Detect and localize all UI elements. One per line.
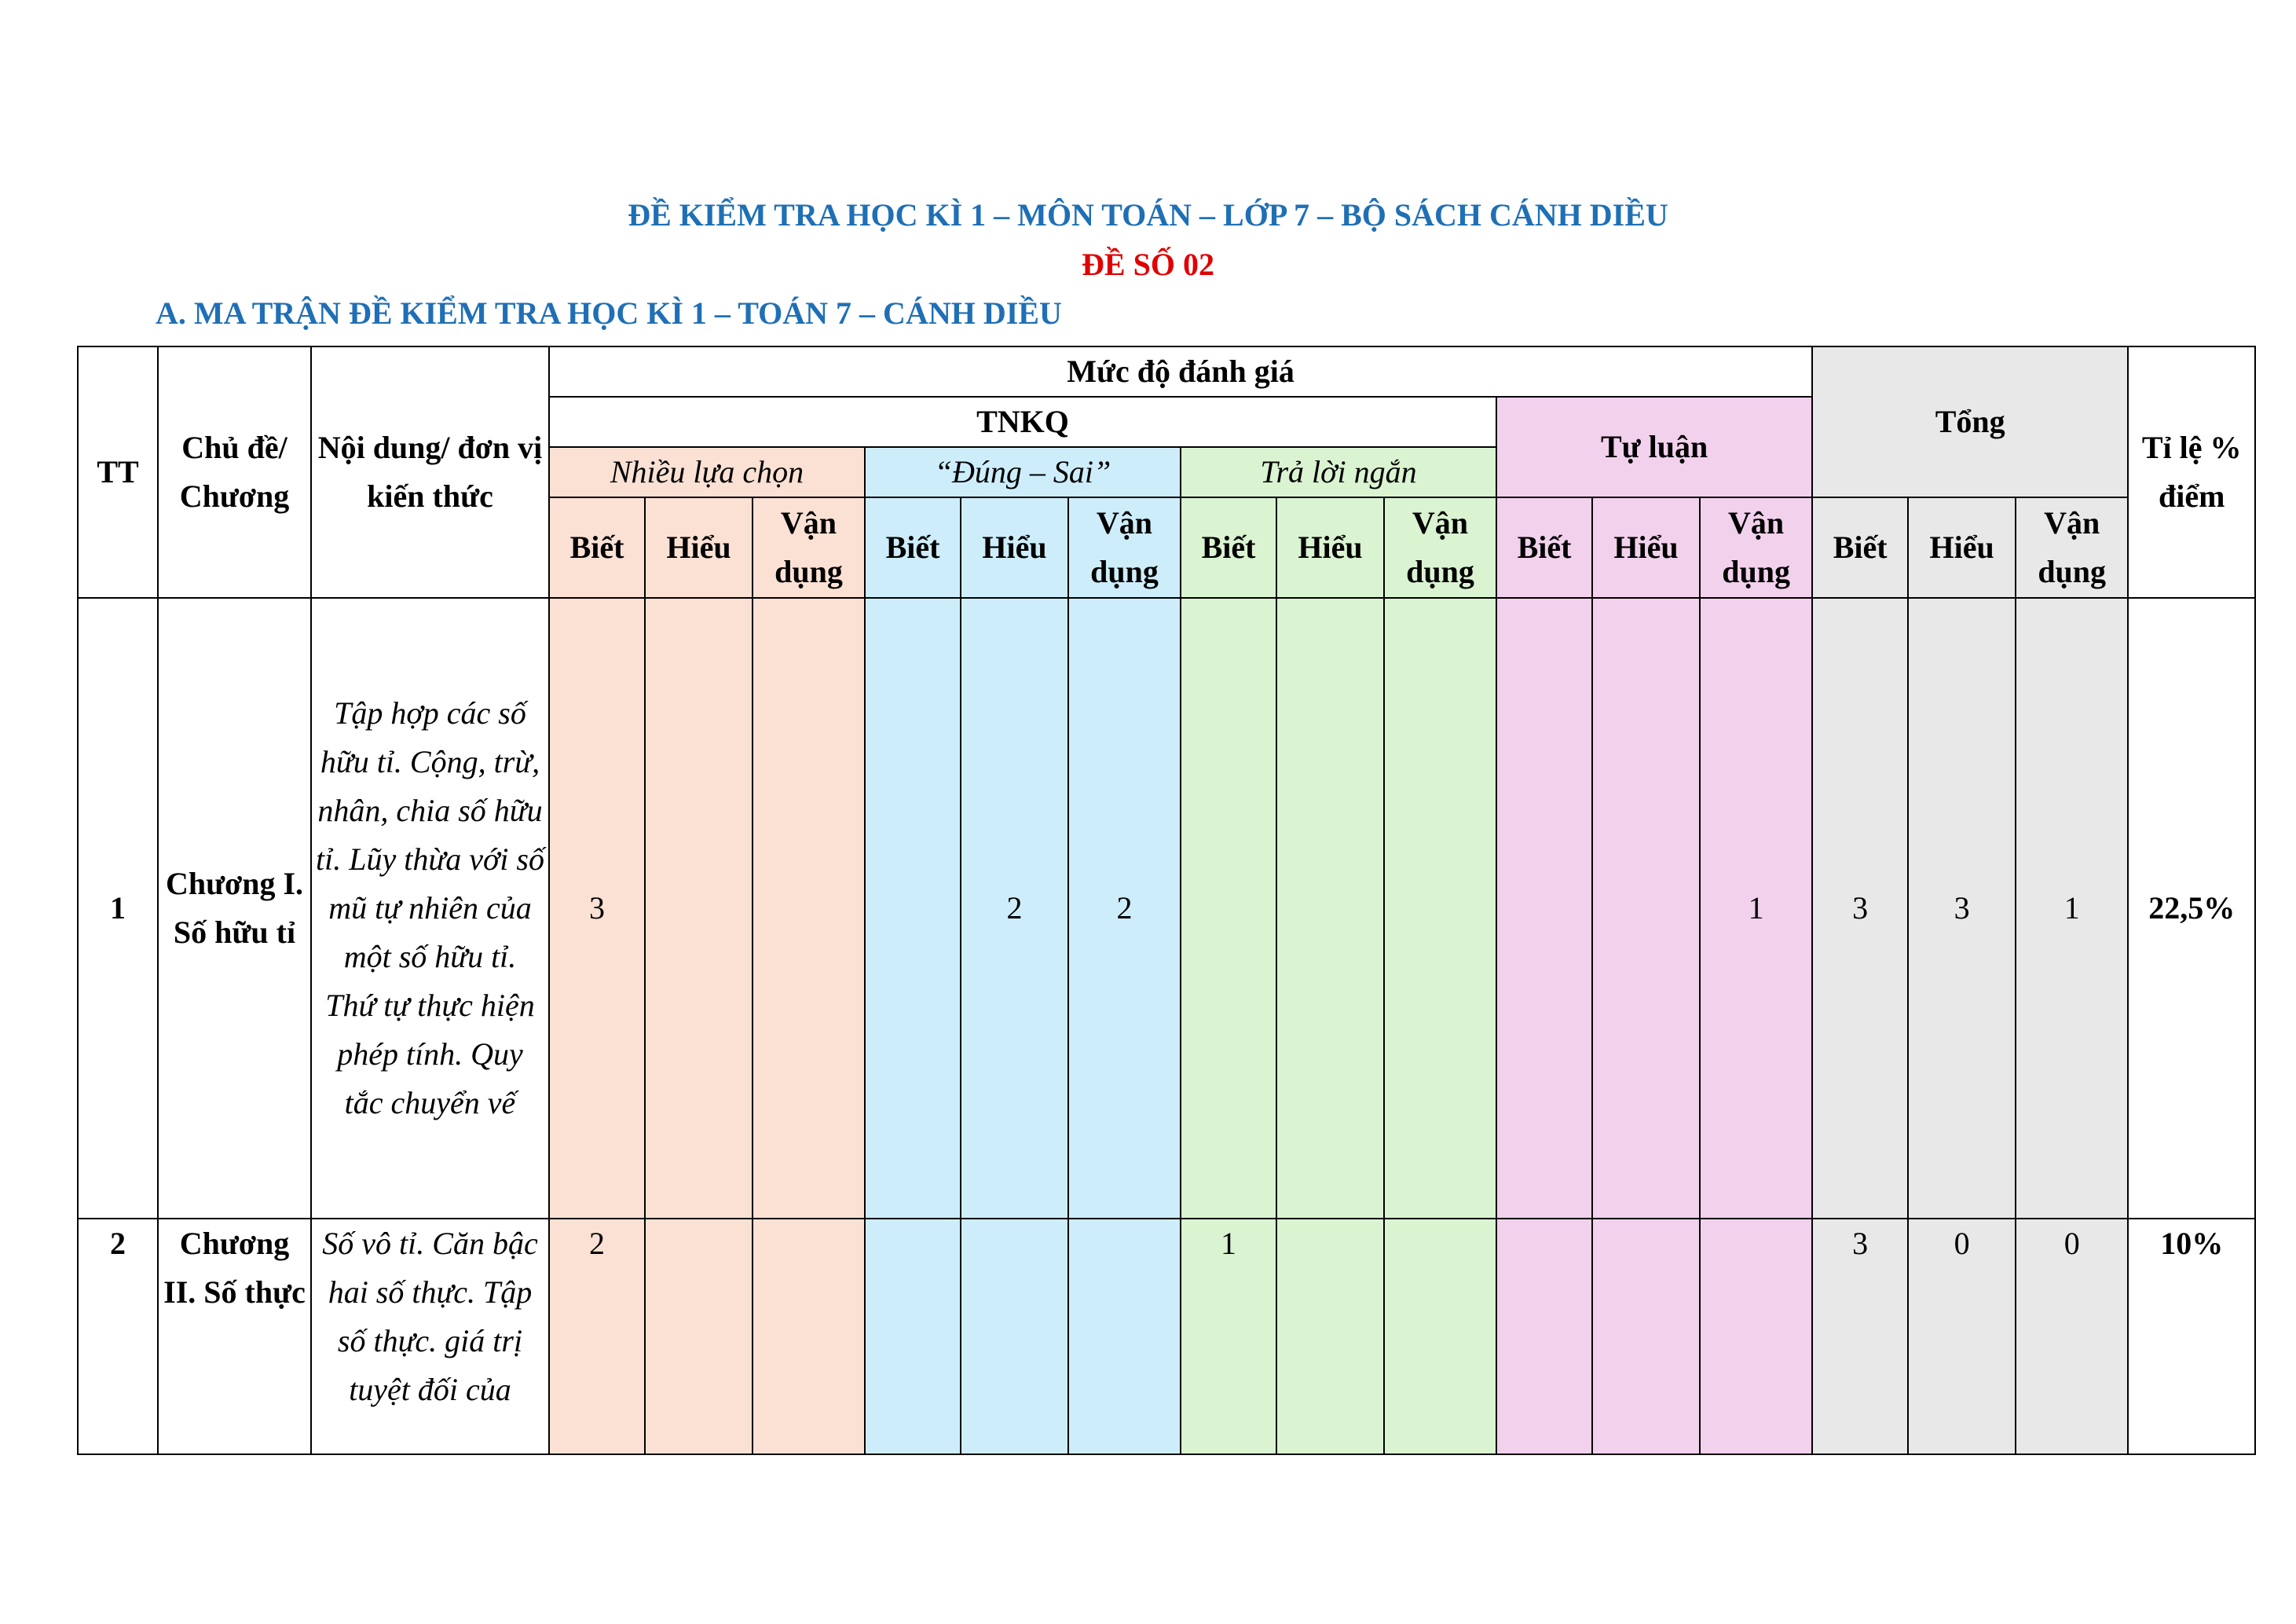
row-cell-value xyxy=(1276,598,1384,1219)
row-cell-value xyxy=(1496,1219,1592,1454)
table-row xyxy=(78,1219,2255,1454)
row-cell-value: 3 xyxy=(1812,1219,1908,1454)
row-cell-value: 1 xyxy=(1181,1219,1276,1454)
row-cell-value xyxy=(1068,1219,1181,1454)
row-cell-value xyxy=(753,598,865,1219)
row-cell-value xyxy=(1592,598,1700,1219)
row-ti-le: 10% xyxy=(2128,1219,2255,1454)
document-title: ĐỀ KIỂM TRA HỌC KÌ 1 – MÔN TOÁN – LỚP 7 – BỘ SÁCH CÁNH DIỀU xyxy=(628,197,1668,233)
header-level-van-dung: Vận dụng xyxy=(1384,497,1496,598)
header-level-biet: Biết xyxy=(1181,497,1276,598)
header-nhieu-lua-chon: Nhiều lựa chọn xyxy=(549,447,865,497)
header-level-van-dung: Vận dụng xyxy=(753,497,865,598)
header-tnkq: TNKQ xyxy=(549,397,1496,447)
row-cell-value xyxy=(1592,1219,1700,1454)
header-chu-de: Chủ đề/ Chương xyxy=(158,346,311,598)
header-level-biet: Biết xyxy=(1812,497,1908,598)
row-cell-value: 2 xyxy=(549,1219,645,1454)
row-cell-value: 2 xyxy=(961,598,1068,1219)
row-cell-value: 1 xyxy=(1700,598,1812,1219)
header-dung-sai: “Đúng – Sai” xyxy=(865,447,1181,497)
row-ti-le: 22,5% xyxy=(2128,598,2255,1219)
header-level-biet: Biết xyxy=(549,497,645,598)
header-level-van-dung: Vận dụng xyxy=(1700,497,1812,598)
row-cell-value: 3 xyxy=(1812,598,1908,1219)
row-cell-value: 2 xyxy=(1068,598,1181,1219)
row-chu-de: Chương II. Số thực xyxy=(158,1219,311,1454)
row-cell-value: 1 xyxy=(2016,598,2128,1219)
header-tt: TT xyxy=(78,346,158,598)
row-cell-value xyxy=(1384,1219,1496,1454)
row-cell-value xyxy=(865,598,961,1219)
row-cell-value: 3 xyxy=(549,598,645,1219)
exam-number: ĐỀ SỐ 02 xyxy=(1082,247,1214,282)
table-row xyxy=(78,598,2255,1219)
row-cell-value xyxy=(865,1219,961,1454)
section-heading: A. MA TRẬN ĐỀ KIỂM TRA HỌC KÌ 1 – TOÁN 7 – CÁNH DIỀU xyxy=(156,295,1062,331)
assessment-matrix-table xyxy=(77,346,2256,1455)
header-level-hieu: Hiểu xyxy=(1908,497,2016,598)
row-chu-de: Chương I. Số hữu tỉ xyxy=(158,598,311,1219)
row-cell-value: 0 xyxy=(2016,1219,2128,1454)
row-cell-value xyxy=(1384,598,1496,1219)
header-tra-loi-ngan: Trả lời ngắn xyxy=(1181,447,1496,497)
header-level-hieu: Hiểu xyxy=(1276,497,1384,598)
row-tt: 1 xyxy=(78,598,158,1219)
header-level-biet: Biết xyxy=(865,497,961,598)
row-cell-value xyxy=(753,1219,865,1454)
header-level-van-dung: Vận dụng xyxy=(1068,497,1181,598)
row-cell-value xyxy=(1181,598,1276,1219)
header-level-hieu: Hiểu xyxy=(1592,497,1700,598)
header-level-hieu: Hiểu xyxy=(645,497,753,598)
row-cell-value xyxy=(1700,1219,1812,1454)
row-cell-value: 3 xyxy=(1908,598,2016,1219)
row-cell-value xyxy=(1496,598,1592,1219)
row-cell-value: 0 xyxy=(1908,1219,2016,1454)
row-noi-dung: Tập hợp các số hữu tỉ. Cộng, trừ, nhân, chia số hữu tỉ. Lũy thừa với số mũ tự nhiên của một số hữu tỉ. Thứ tự thực hiện phép tính. Quy tắc chuyển vế xyxy=(311,598,549,1219)
header-noi-dung: Nội dung/ đơn vị kiến thức xyxy=(311,346,549,598)
row-cell-value xyxy=(961,1219,1068,1454)
header-row-1 xyxy=(78,346,2255,397)
row-noi-dung: Số vô tỉ. Căn bậc hai số thực. Tập số thực. giá trị tuyệt đối của xyxy=(311,1219,549,1454)
row-cell-value xyxy=(645,598,753,1219)
row-cell-value xyxy=(1276,1219,1384,1454)
header-muc-do-danh-gia: Mức độ đánh giá xyxy=(549,346,1812,397)
row-tt: 2 xyxy=(78,1219,158,1454)
header-level-biet: Biết xyxy=(1496,497,1592,598)
header-level-hieu: Hiểu xyxy=(961,497,1068,598)
header-tu-luan: Tự luận xyxy=(1496,397,1812,497)
header-ti-le: Tỉ lệ % điểm xyxy=(2128,346,2255,598)
row-cell-value xyxy=(645,1219,753,1454)
header-level-van-dung: Vận dụng xyxy=(2016,497,2128,598)
header-tong: Tổng xyxy=(1812,346,2128,497)
